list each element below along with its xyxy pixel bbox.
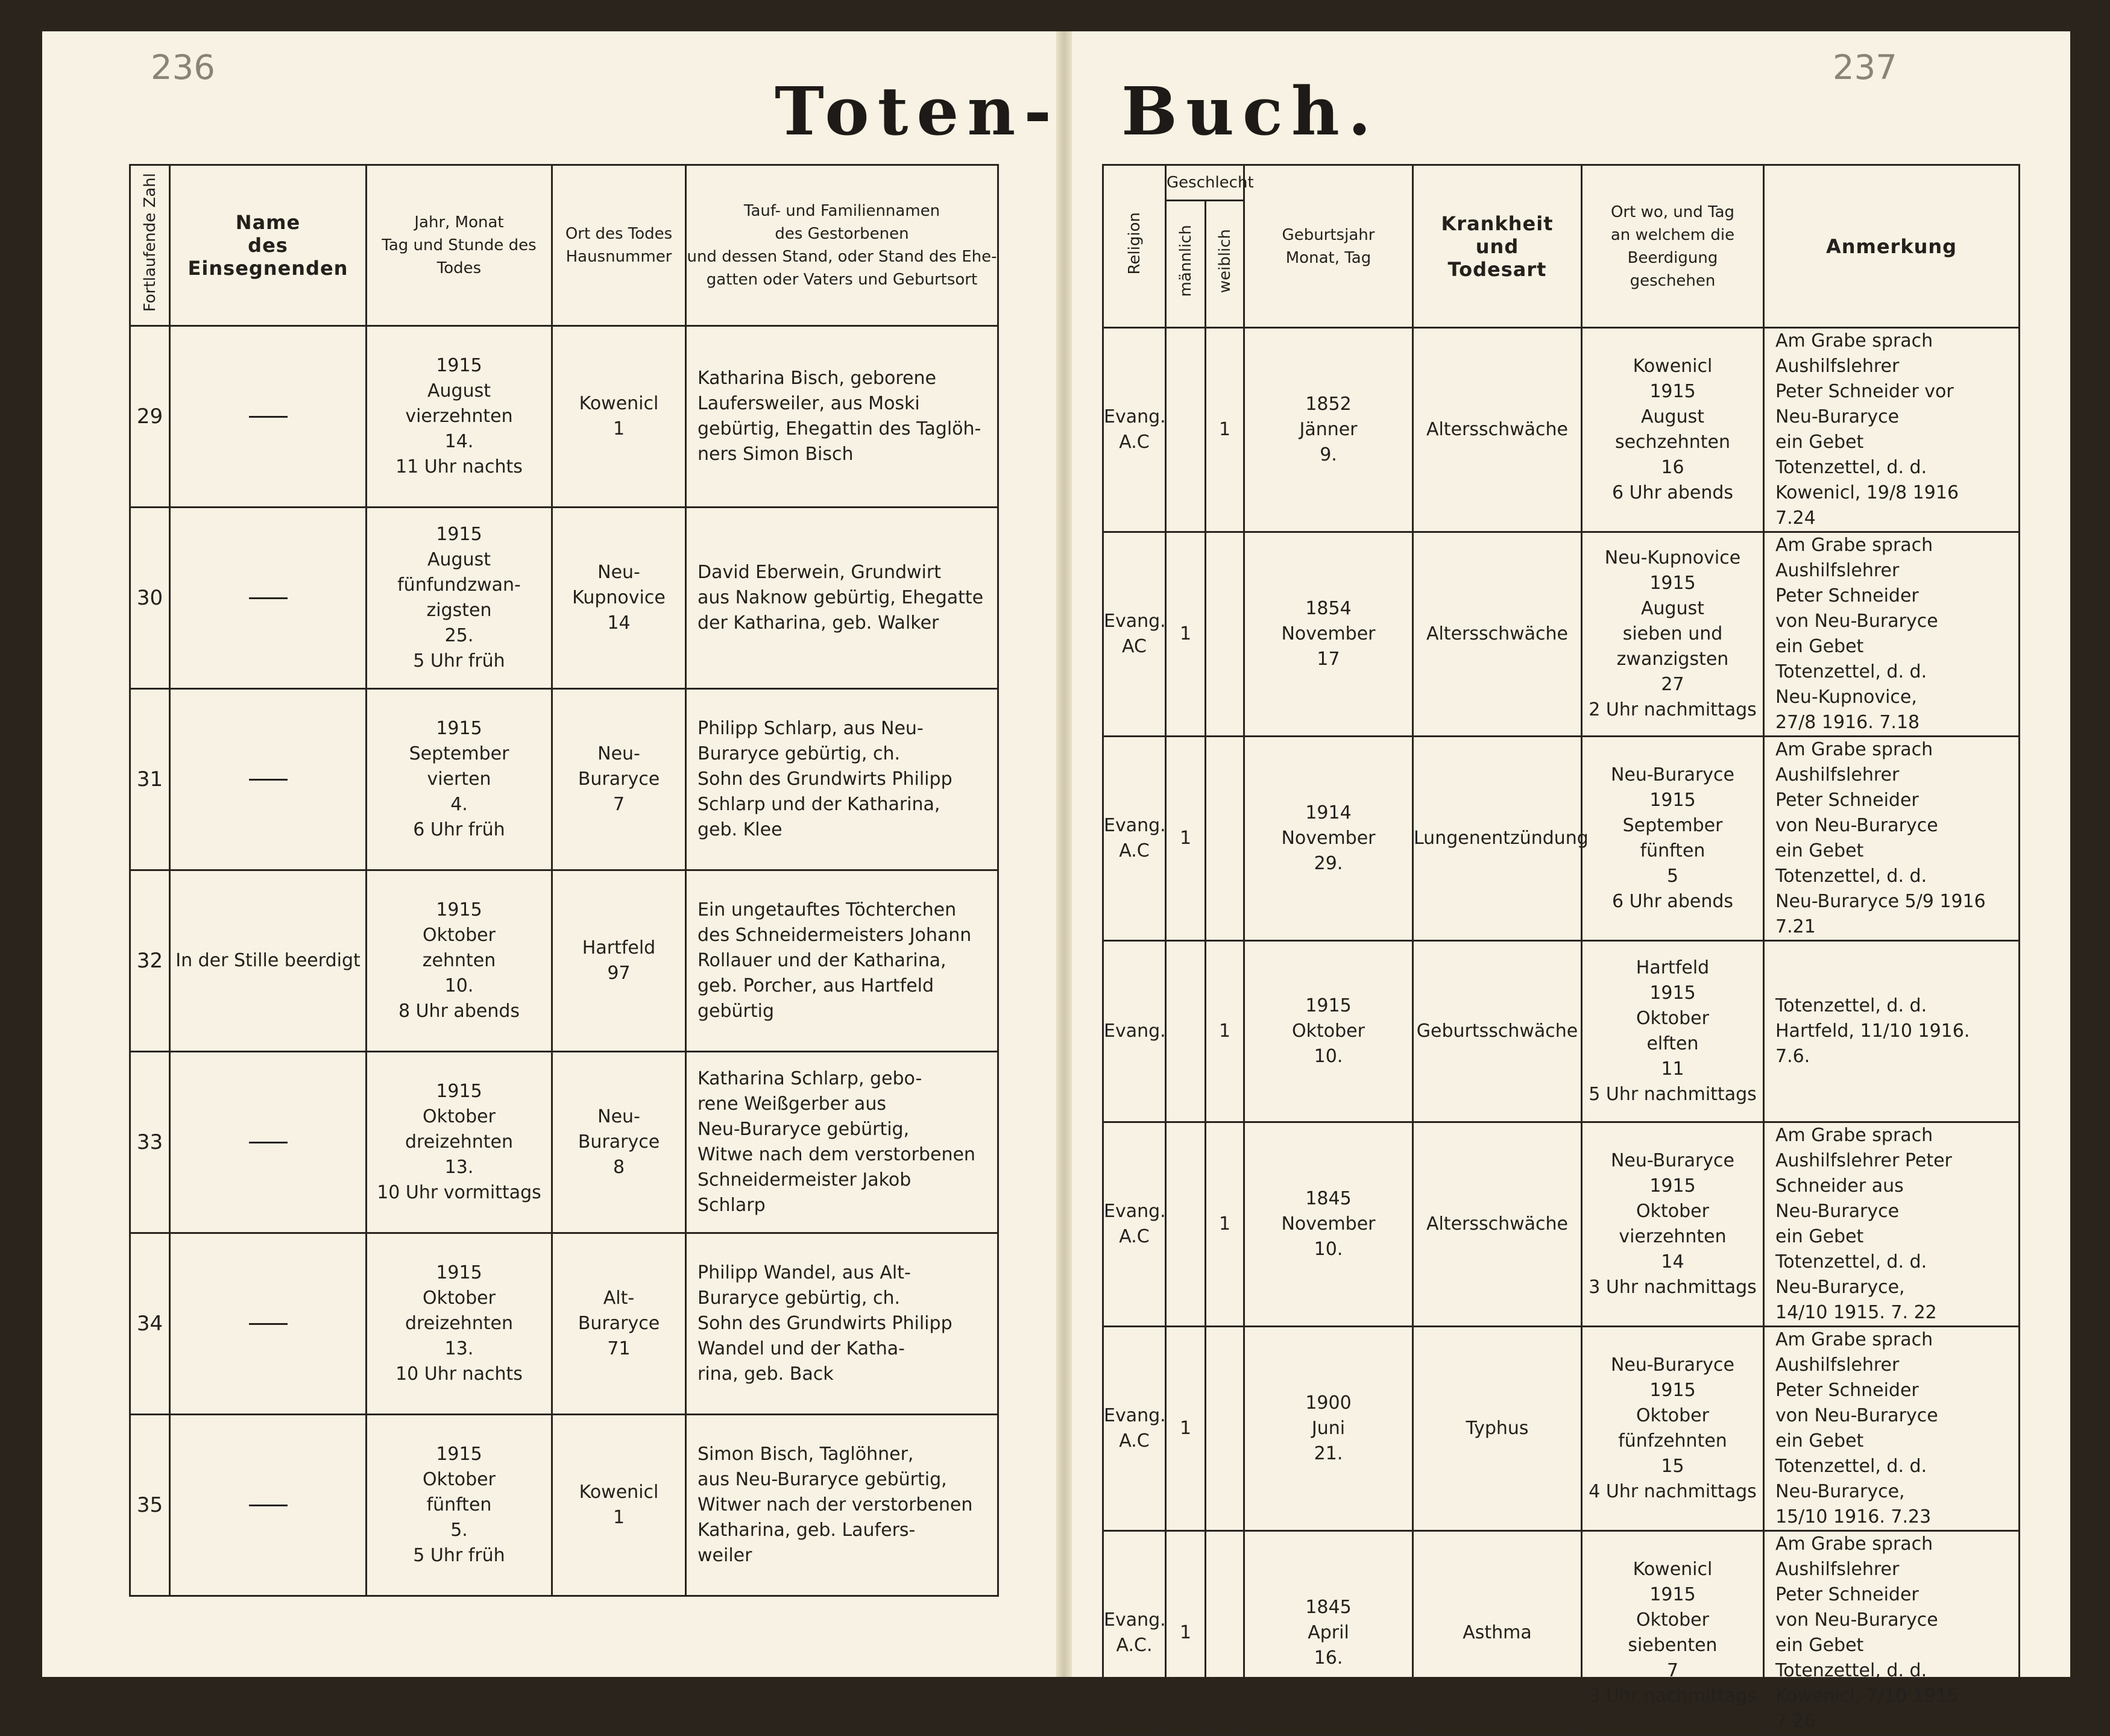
entry-death-date <box>367 689 552 870</box>
entry-remark <box>1764 532 2020 737</box>
entry-birth <box>1244 1122 1413 1327</box>
book-gutter <box>1056 31 1072 1677</box>
entry-officiant <box>170 508 367 689</box>
entry-officiant <box>170 1052 367 1233</box>
entry-remark <box>1764 941 2020 1122</box>
entry-female <box>1206 1531 1244 1735</box>
entry-male-text: 1 <box>1179 1622 1192 1643</box>
entry-burial <box>1582 1327 1764 1531</box>
entry-religion-text: Evang. A.C <box>1104 1201 1166 1247</box>
entry-deceased <box>686 870 998 1052</box>
right-register-table <box>1102 164 2020 1736</box>
entry-number-text: 31 <box>136 767 163 791</box>
entry-illness-text: Typhus <box>1466 1418 1529 1439</box>
entry-religion-text: Evang. <box>1104 1021 1166 1042</box>
entry-death-date-text: 1915 Oktober dreizehnten 13. 10 Uhr nachts <box>395 1262 523 1385</box>
entry-row-left <box>130 1233 998 1415</box>
entry-officiant <box>170 326 367 508</box>
entry-religion-text: Evang. A.C. <box>1104 1609 1166 1656</box>
entry-death-place-text: Hartfeld 97 <box>582 937 656 984</box>
entry-birth-text: 1854 November 17 <box>1281 598 1376 670</box>
entry-row-right <box>1103 328 2020 532</box>
entry-number <box>130 870 170 1052</box>
entry-religion <box>1103 941 1166 1122</box>
ditto-dash <box>249 1505 288 1506</box>
page-edge <box>2093 31 2104 1677</box>
entry-number-text: 35 <box>136 1493 163 1517</box>
page-number-right: 237 <box>1833 48 1897 87</box>
entry-burial-text: Neu-Buraryce 1915 Oktober vierzehnten 14 3 Uhr nachmittags <box>1589 1150 1757 1298</box>
entry-female <box>1206 941 1244 1122</box>
entry-male <box>1166 1327 1206 1531</box>
entry-male <box>1166 1531 1206 1735</box>
entry-row-left <box>130 870 998 1052</box>
header-female: weiblich <box>1206 201 1244 328</box>
entry-female-text: 1 <box>1218 1021 1231 1042</box>
entry-deceased-text: Katharina Bisch, geborene Laufersweiler, aus Moski gebürtig, Ehegattin des Taglöh- ners Simon Bisch <box>698 368 981 465</box>
entry-religion-text: Evang. AC <box>1104 611 1166 657</box>
entry-death-place <box>552 508 686 689</box>
entry-officiant <box>170 1415 367 1596</box>
header-nr: Fortlaufende Zahl <box>130 165 170 326</box>
entry-death-date-text: 1915 August vierzehnten 14. 11 Uhr nachts <box>395 355 523 477</box>
entry-female <box>1206 1122 1244 1327</box>
entry-deceased <box>686 326 998 508</box>
entry-number <box>130 508 170 689</box>
entry-birth <box>1244 1531 1413 1735</box>
entry-row-right <box>1103 737 2020 941</box>
entry-religion <box>1103 737 1166 941</box>
entry-death-date <box>367 870 552 1052</box>
entry-deceased-text: Ein ungetauftes Töchterchen des Schneidermeisters Johann Rollauer und der Katharina, geb. Porcher, aus Hartfeld gebürtig <box>698 899 972 1022</box>
entry-number-text: 34 <box>136 1312 163 1336</box>
header-illness: Krankheit und Todesart <box>1413 165 1582 328</box>
entry-religion-text: Evang. A.C <box>1104 406 1166 453</box>
entry-death-place-text: Kowenicl 1 <box>579 393 659 439</box>
header-male: männlich <box>1166 201 1206 328</box>
entry-deceased-text: Philipp Wandel, aus Alt- Buraryce gebürtig, ch. Sohn des Grundwirts Philipp Wandel und der Katha- rina, geb. Back <box>698 1262 953 1385</box>
entry-illness <box>1413 1327 1582 1531</box>
entry-number <box>130 1052 170 1233</box>
entry-number <box>130 326 170 508</box>
entry-death-place-text: Neu- Kupnovice 14 <box>572 562 666 634</box>
entry-deceased <box>686 1052 998 1233</box>
ditto-dash <box>249 1142 288 1143</box>
entry-illness <box>1413 737 1589 941</box>
entry-female-text: 1 <box>1218 419 1231 440</box>
entry-death-date-text: 1915 Oktober dreizehnten 13. 10 Uhr vormittags <box>377 1081 541 1203</box>
entry-deceased-text: Simon Bisch, Taglöhner, aus Neu-Buraryce gebürtig, Witwer nach der verstorbenen Katharina, geb. Laufers- weiler <box>698 1444 973 1566</box>
entry-male-text: 1 <box>1179 1418 1192 1439</box>
entry-illness-text: Lungenentzündung <box>1414 828 1589 849</box>
entry-religion-text: Evang. A.C <box>1104 815 1166 861</box>
header-date: Jahr, Monat Tag und Stunde des Todes <box>367 165 552 326</box>
entry-deceased <box>686 1415 998 1596</box>
entry-illness <box>1413 532 1582 737</box>
entry-remark <box>1764 737 2020 941</box>
entry-illness-text: Geburtsschwäche <box>1416 1021 1578 1042</box>
header-place: Ort des Todes Hausnummer <box>552 165 686 326</box>
entry-remark-text: Am Grabe sprach Aushilfslehrer Peter Schneider von Neu-Buraryce ein Gebet Totenzettel, d. d. Kowenicl, 7/10 1915 7.26 <box>1775 1533 1959 1732</box>
entry-religion <box>1103 1327 1166 1531</box>
entry-religion <box>1103 1122 1166 1327</box>
entry-death-date <box>367 326 552 508</box>
entry-male <box>1166 532 1206 737</box>
right-register-body <box>1103 328 2020 1735</box>
entry-number <box>130 1233 170 1415</box>
header-geschlecht: Geschlecht <box>1166 165 1244 201</box>
entry-birth <box>1244 532 1413 737</box>
entry-officiant <box>170 689 367 870</box>
entry-row-right <box>1103 1122 2020 1327</box>
entry-illness <box>1413 328 1582 532</box>
entry-death-date-text: 1915 Oktober fünften 5. 5 Uhr früh <box>413 1444 505 1566</box>
ditto-dash <box>249 416 288 418</box>
entry-burial-text: Neu-Buraryce 1915 Oktober fünfzehnten 15 4 Uhr nachmittags <box>1589 1354 1757 1502</box>
left-register-table <box>129 164 999 1597</box>
entry-death-place-text: Neu- Buraryce 8 <box>578 1106 660 1178</box>
entry-officiant <box>170 870 367 1052</box>
entry-male <box>1166 328 1206 532</box>
entry-death-date <box>367 1233 552 1415</box>
entry-birth-text: 1915 Oktober 10. <box>1292 995 1365 1067</box>
entry-illness-text: Altersschwäche <box>1426 1213 1569 1234</box>
entry-female <box>1206 1327 1244 1531</box>
left-header-row <box>130 165 998 326</box>
entry-number-text: 30 <box>136 586 163 610</box>
entry-male <box>1166 737 1206 941</box>
right-header-row-1 <box>1103 165 2020 201</box>
entry-birth <box>1244 328 1413 532</box>
entry-death-place-text: Alt- Buraryce 71 <box>578 1288 660 1359</box>
header-burial: Ort wo, und Tag an welchem die Beerdigung geschehen <box>1582 165 1764 328</box>
entry-row-left <box>130 326 998 508</box>
entry-death-place <box>552 689 686 870</box>
entry-death-date <box>367 508 552 689</box>
entry-number-text: 29 <box>136 404 163 429</box>
page-number-left: 236 <box>151 48 215 87</box>
entry-male <box>1166 1122 1206 1327</box>
entry-male-text: 1 <box>1179 623 1192 644</box>
entry-illness <box>1413 941 1582 1122</box>
entry-deceased-text: David Eberwein, Grundwirt aus Naknow gebürtig, Ehegatte der Katharina, geb. Walker <box>698 562 984 634</box>
entry-male <box>1166 941 1206 1122</box>
entry-female <box>1206 532 1244 737</box>
entry-remark <box>1764 328 2020 532</box>
left-register-body <box>130 326 998 1596</box>
entry-row-left <box>130 508 998 689</box>
entry-male-text: 1 <box>1179 828 1192 849</box>
entry-remark-text: Am Grabe sprach Aushilfslehrer Peter Schneider vor Neu-Buraryce ein Gebet Totenzettel, d. d. Kowenicl, 19/8 1916 7.24 <box>1775 330 1959 529</box>
entry-number-text: 33 <box>136 1130 163 1154</box>
entry-remark <box>1764 1122 2020 1327</box>
entry-remark-text: Am Grabe sprach Aushilfslehrer Peter Schneider von Neu-Buraryce ein Gebet Totenzettel, d. d. Neu-Buraryce 5/9 1916 7.21 <box>1775 739 1986 937</box>
entry-remark <box>1764 1327 2020 1531</box>
entry-birth-text: 1845 April 16. <box>1305 1597 1352 1668</box>
entry-row-right <box>1103 1327 2020 1531</box>
ditto-dash <box>249 1323 288 1325</box>
header-deceased: Tauf- und Familiennamen des Gestorbenen und dessen Stand, oder Stand des Ehe- gatten oder Vaters und Geburtsort <box>686 165 998 326</box>
entry-burial <box>1582 328 1764 532</box>
entry-death-date <box>367 1415 552 1596</box>
entry-death-date-text: 1915 Oktober zehnten 10. 8 Uhr abends <box>398 899 520 1022</box>
entry-birth <box>1244 1327 1413 1531</box>
entry-birth-text: 1914 November 29. <box>1281 802 1376 874</box>
entry-illness-text: Altersschwäche <box>1426 419 1569 440</box>
entry-row-left <box>130 1415 998 1596</box>
header-religion: Religion <box>1103 165 1166 328</box>
title-right: Buch. <box>1121 72 1380 150</box>
entry-religion <box>1103 532 1166 737</box>
entry-row-left <box>130 689 998 870</box>
entry-number <box>130 689 170 870</box>
ditto-dash <box>249 597 288 599</box>
entry-number <box>130 1415 170 1596</box>
entry-deceased <box>686 508 998 689</box>
entry-officiant <box>170 1233 367 1415</box>
entry-officiant-text: In der Stille beerdigt <box>175 950 361 971</box>
entry-religion-text: Evang. A.C <box>1104 1405 1166 1451</box>
entry-row-right <box>1103 532 2020 737</box>
entry-burial-text: Neu-Kupnovice 1915 August sieben und zwanzigsten 27 2 Uhr nachmittags <box>1589 547 1757 720</box>
entry-deceased <box>686 1233 998 1415</box>
entry-death-date-text: 1915 August fünfundzwan- zigsten 25. 5 Uhr früh <box>397 524 521 671</box>
entry-birth-text: 1900 Juni 21. <box>1305 1392 1352 1464</box>
entry-death-place <box>552 1415 686 1596</box>
entry-birth-text: 1845 November 10. <box>1281 1188 1376 1260</box>
entry-row-right <box>1103 941 2020 1122</box>
entry-death-place-text: Neu- Buraryce 7 <box>578 743 660 815</box>
entry-illness-text: Altersschwäche <box>1426 623 1569 644</box>
entry-illness <box>1413 1531 1582 1735</box>
entry-birth <box>1244 737 1413 941</box>
entry-burial <box>1582 532 1764 737</box>
entry-death-date-text: 1915 September vierten 4. 6 Uhr früh <box>409 718 509 840</box>
entry-illness <box>1413 1122 1582 1327</box>
entry-burial-text: Hartfeld 1915 Oktober elften 11 5 Uhr nachmittags <box>1589 957 1757 1105</box>
header-birth: Geburtsjahr Monat, Tag <box>1244 165 1413 328</box>
entry-birth-text: 1852 Jänner 9. <box>1299 394 1358 465</box>
entry-female <box>1206 737 1244 941</box>
entry-death-place <box>552 326 686 508</box>
entry-death-place-text: Kowenicl 1 <box>579 1482 659 1528</box>
entry-religion <box>1103 328 1166 532</box>
entry-remark-text: Totenzettel, d. d. Hartfeld, 11/10 1916. 7.6. <box>1775 995 1970 1067</box>
entry-deceased-text: Katharina Schlarp, gebo- rene Weißgerber aus Neu-Buraryce gebürtig, Witwe nach dem verstorbenen Schneidermeister Jakob Schlarp <box>698 1068 975 1216</box>
entry-remark-text: Am Grabe sprach Aushilfslehrer Peter Schneider von Neu-Buraryce ein Gebet Totenzettel, d. d. Neu-Buraryce, 15/10 1916. 7.23 <box>1775 1329 1938 1527</box>
header-remark: Anmerkung <box>1764 165 2020 328</box>
entry-death-place <box>552 1052 686 1233</box>
entry-burial-text: Neu-Buraryce 1915 September fünften 5 6 Uhr abends <box>1610 764 1735 912</box>
entry-row-right <box>1103 1531 2020 1735</box>
entry-burial <box>1582 941 1764 1122</box>
entry-burial-text: Kowenicl 1915 August sechzehnten 16 6 Uhr abends <box>1611 356 1734 503</box>
ditto-dash <box>249 779 288 781</box>
entry-burial <box>1582 1531 1764 1735</box>
entry-illness-text: Asthma <box>1463 1622 1532 1643</box>
entry-religion <box>1103 1531 1166 1735</box>
entry-row-left <box>130 1052 998 1233</box>
entry-deceased <box>686 689 998 870</box>
entry-death-date <box>367 1052 552 1233</box>
entry-death-place <box>552 870 686 1052</box>
entry-burial-text: Kowenicl 1915 Oktober siebenten 7 3 Uhr nachmittags <box>1589 1559 1757 1706</box>
entry-female-text: 1 <box>1218 1213 1231 1234</box>
entry-remark-text: Am Grabe sprach Aushilfslehrer Peter Schneider aus Neu-Buraryce ein Gebet Totenzettel, d. d. Neu-Buraryce, 14/10 1915. 7. 22 <box>1775 1125 1952 1323</box>
entry-remark-text: Am Grabe sprach Aushilfslehrer Peter Schneider von Neu-Buraryce ein Gebet Totenzettel, d. d. Neu-Kupnovice, 27/8 1916. 7.18 <box>1775 535 1938 733</box>
entry-birth <box>1244 941 1413 1122</box>
entry-female <box>1206 328 1244 532</box>
entry-number-text: 32 <box>136 949 163 973</box>
title-left: Toten- <box>775 72 1060 150</box>
entry-deceased-text: Philipp Schlarp, aus Neu- Buraryce gebürtig, ch. Sohn des Grundwirts Philipp Schlarp und der Katharina, geb. Klee <box>698 718 953 840</box>
entry-death-place <box>552 1233 686 1415</box>
entry-burial <box>1582 737 1764 941</box>
header-name: Name des Einsegnenden <box>170 165 367 326</box>
entry-remark <box>1764 1531 2020 1735</box>
entry-burial <box>1582 1122 1764 1327</box>
